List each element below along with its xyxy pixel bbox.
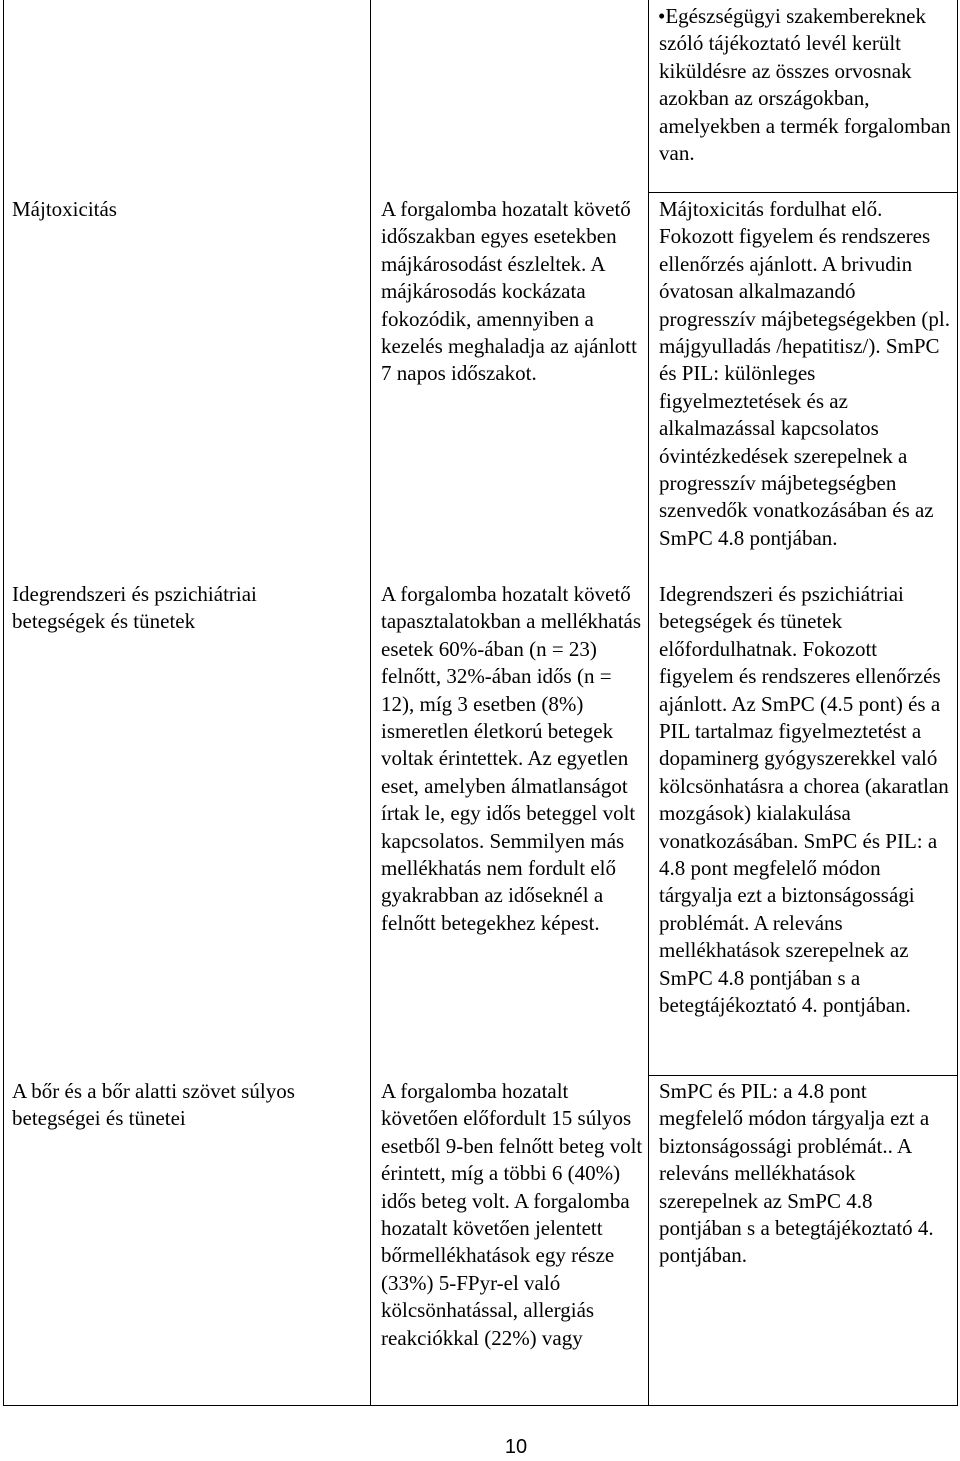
cell-text: Egészségügyi szakembereknek szóló tájékoztató levél került kiküldésre az összes orvosnak azokban az országokban, amelyekben a termék forgalomban van.	[659, 4, 951, 166]
row-description: A forgalomba hozatalt követően előfordult 15 súlyos esetből 9-ben felnőtt beteg volt érintett, míg a többi 6 (40%) idős beteg volt. A forgalomba hozatalt követően jelentett bőrmellékhatások egy része (33%) 5-FPyr-el való kölcsönhatással, allergiás reakciókkal (22%) vagy	[381, 1079, 643, 1350]
table-cell-top	[659, 3, 953, 167]
row-name: Májtoxicitás	[12, 197, 117, 221]
row-action: Májtoxicitás fordulhat elő. Fokozott figyelem és rendszeres ellenőrzés ajánlott. A brivudin óvatosan alkalmazandó progresszív májbetegségekben (pl. májgyulladás /hepatitisz/). SmPC és PIL: különleges figyelmeztetések és az alkalmazással kapcsolatos óvintézkedések szerepelnek a progresszív májbetegségben szenvedők vonatkozásában és az SmPC 4.8 pontjában.	[659, 197, 950, 550]
table-divider	[648, 0, 649, 1406]
row-description: A forgalomba hozatalt követő időszakban egyes esetekben májkárosodást észleltek. A májkárosodás kockázata fokozódik, amennyiben a kezelés meghaladja az ajánlott 7 napos időszakot.	[381, 197, 637, 386]
row-divider	[648, 1075, 958, 1076]
row-action: Idegrendszeri és pszichiátriai betegségek és tünetek előfordulhatnak. Fokozott figyelem és rendszeres ellenőrzés ajánlott. Az SmPC (4.5 pont) és a PIL tartalmaz figyelmeztetést a dopaminerg gyógyszerekkel való kölcsönhatásra a chorea (akaratlan mozgások) kialakulása vonatkozásában. SmPC és PIL: a 4.8 pont megfelelő módon tárgyalja ezt a biztonságossági problémát. A releváns mellékhatások szerepelnek az SmPC 4.8 pontjában s a betegtájékoztató 4. pontjában.	[659, 582, 949, 1018]
table-divider	[370, 0, 371, 1406]
row-action: SmPC és PIL: a 4.8 pont megfelelő módon tárgyalja ezt a biztonságossági problémát.. A releváns mellékhatások szerepelnek az SmPC 4.8 pontjában s a betegtájékoztató 4. pontjában.	[659, 1079, 934, 1268]
row-name: A bőr és a bőr alatti szövet súlyos betegségei és tünetei	[12, 1079, 295, 1131]
page-number: 10	[504, 1436, 528, 1458]
bullet-icon: •	[658, 4, 666, 28]
row-name: Idegrendszeri és pszichiátriai betegségek és tünetek	[12, 582, 257, 634]
row-description: A forgalomba hozatalt követő tapasztalatokban a mellékhatás esetek 60%-ában (n = 23) felnőtt, 32%-ában idős (n = 12), míg 3 esetben (8%) ismeretlen életkorú betegek voltak érintettek. Az egyetlen eset, amelyben álmatlanságot írtak le, egy idős beteggel volt kapcsolatos. Semmilyen más mellékhatás nem fordult elő gyakrabban az időseknél a felnőtt betegekhez képest.	[381, 582, 642, 935]
row-divider	[648, 192, 958, 193]
